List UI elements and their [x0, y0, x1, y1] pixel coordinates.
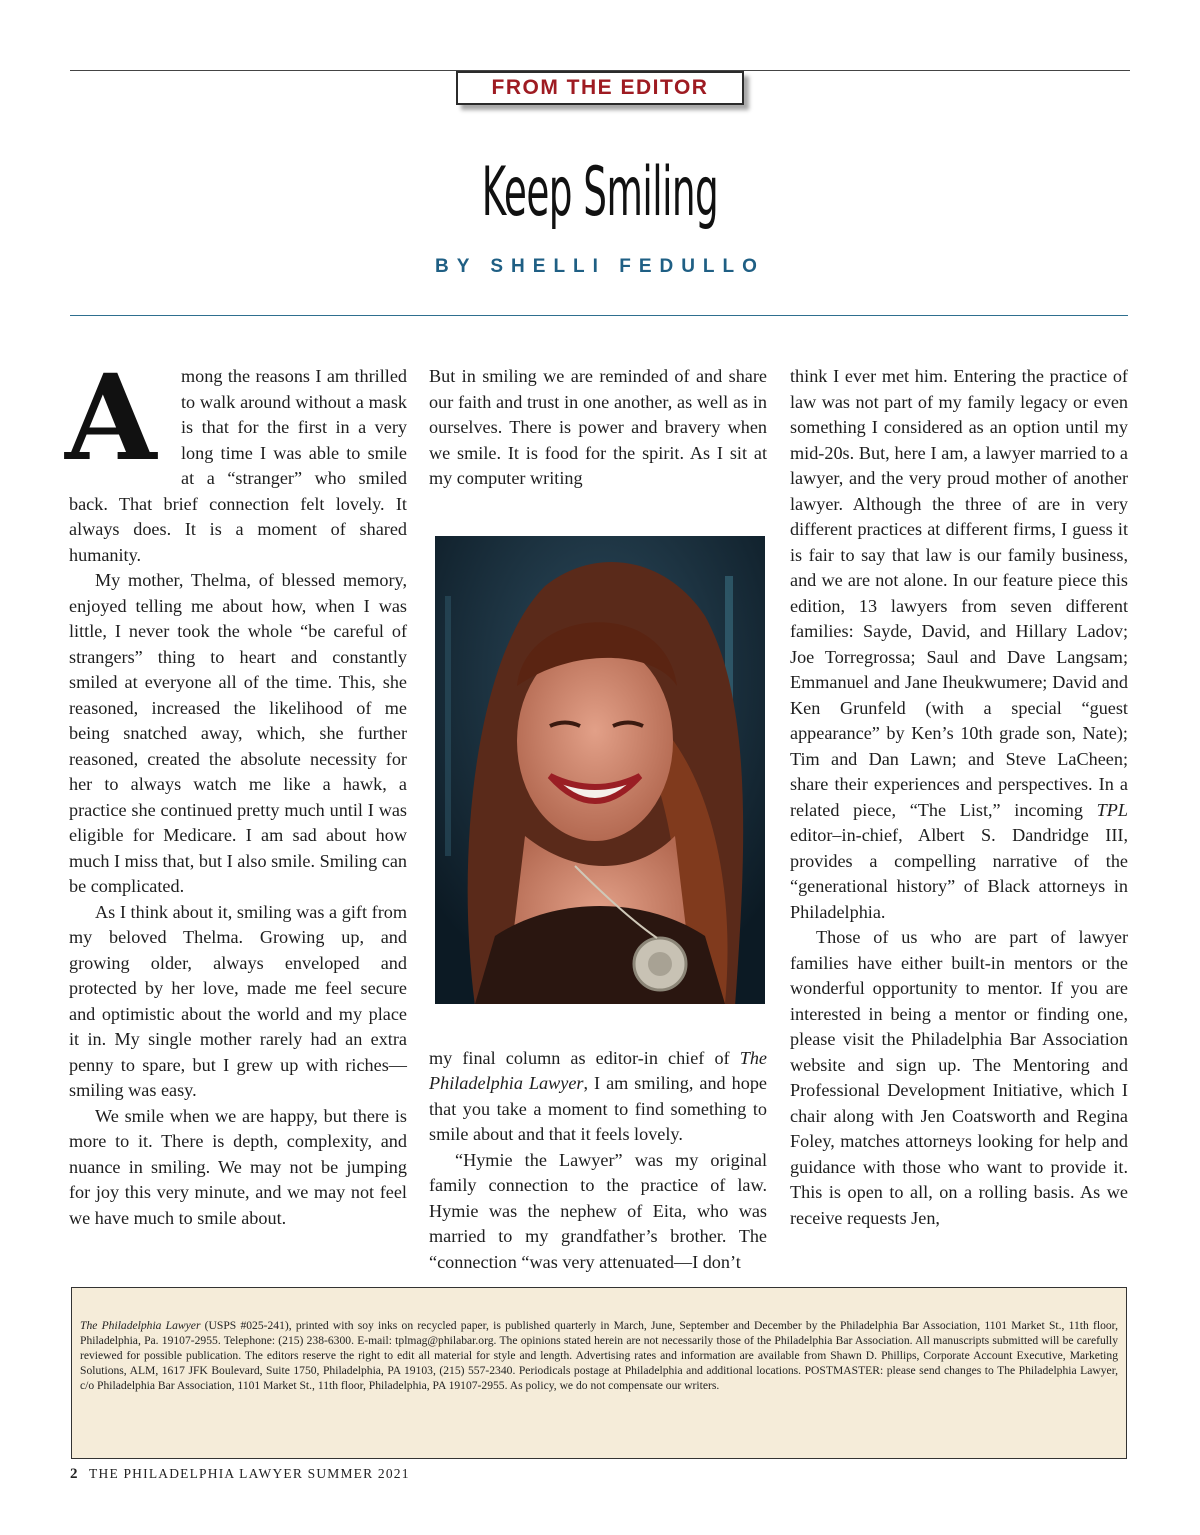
drop-cap: A	[65, 348, 157, 487]
text-run: my final column as editor-in chief of	[429, 1047, 740, 1068]
author-photo	[435, 536, 765, 1004]
divider-rule	[70, 315, 1128, 316]
page-number: 2	[70, 1466, 79, 1482]
page-folio	[70, 1466, 410, 1483]
paragraph: We smile when we are happy, but there is more to it. There is depth, complexity, and nuance in smiling. We may not be jumping for joy this very minute, and we may not feel we have much to smile about.	[69, 1105, 407, 1228]
text-run: think I ever met him. Entering the practice of law was not part of my family legacy or even something I considered as an option until my mid-20s. But, here I am, a lawyer married to a lawyer, and the very proud mother of another lawyer. Although the three of are in very different practices at different firms, I guess it is fair to say that law is our family business, and we are not alone. In our feature piece this edition, 13 lawyers from seven different families: Sayde, David, and Hillary Ladov; Joe Torregrossa; Saul and Dave Langsam; Emmanuel and Jane Iheukwumere; David and Ken Grunfeld (with a special “guest appearance” by Ken’s 10th grade son, Nate); Tim and Dan Lawn; and Steve LaCheen; share their experiences and perspectives. In a related piece, “The List,” incoming	[790, 366, 1128, 820]
paragraph: mong the reasons I am thrilled to walk around without a mask is that for the first in a very long time I was able to smile at a “stranger” who smiled back. That brief connection felt lovely. It always does. It is a moment of shared humanity.	[69, 366, 407, 565]
text-run: editor–in-chief, Albert S. Dandridge III, provides a compelling narrative of the “generational history” of Black attorneys in Philadelphia.	[790, 825, 1128, 922]
publication-abbrev: TPL	[1096, 799, 1128, 820]
paragraph: Those of us who are part of lawyer families have either built-in mentors or the wonderful opportunity to mentor. If you are interested in being a mentor or finding one, please visit the Philadelphia Bar Association website and sign up. The Mentoring and Professional Development Initiative, which I chair along with Jen Coatsworth and Regina Foley, matches attorneys looking for help and guidance with those who want to provide it. This is open to all, on a rolling basis. As we receive requests Jen,	[790, 927, 1128, 1228]
section-label: FROM THE EDITOR	[456, 71, 744, 105]
folio-text: THE PHILADELPHIA LAWYER SUMMER 2021	[89, 1466, 410, 1481]
paragraph	[790, 364, 1128, 925]
publication-info-text: (USPS #025-241), printed with soy inks on recycled paper, is published quarterly in March, June, September and December by the Philadelphia Bar Association, 1101 Market St., 11th floor, Philadelphia, Pa. 19107-2955. Telephone: (215) 238-6300. E-mail: tplmag@philabar.org. The opinions stated herein are not necessarily those of the Philadelphia Bar Association. All manuscripts submitted will be carefully reviewed for possible publication. The editors reserve the right to edit all material for style and length. Advertising rates and information are available from Shawn D. Phillips, Corporate Account Executive, Marketing Solutions, ALM, 1617 JFK Boulevard, Suite 1750, Philadelphia, PA 19103, (215) 557-2340. Periodicals postage at Philadelphia and additional locations. POSTMASTER: please send changes to The Philadelphia Lawyer, c/o Philadelphia Bar Association, 1101 Market St., 11th floor, Philadelphia, PA 19107-2955. As policy, we do not compensate our writers.	[80, 1319, 1118, 1392]
paragraph: As I think about it, smiling was a gift from my beloved Thelma. Growing up, and growing older, always enveloped and protected by her love, made me feel secure and optimistic about the world and my place it in. My single mother rarely had an extra penny to spare, but I grew up with riches—smiling was easy.	[69, 901, 407, 1100]
publication-name: The Philadelphia Lawyer	[80, 1319, 201, 1332]
paragraph: My mother, Thelma, of blessed memory, enjoyed telling me about how, when I was little, I never took the whole “be careful of strangers” thing to heart and constantly smiled at everyone all of the time. This, she reasoned, increased the likelihood of me being snatched away, which, she further reasoned, created the absolute necessity for her to always watch me like a hawk, a practice she continued pretty much until I was eligible for Medicare. I am sad about how much I miss that, but I also smile. Smiling can be complicated.	[69, 570, 407, 896]
column-3	[790, 364, 1128, 1231]
portrait-image	[435, 536, 765, 1004]
publication-name: The Philadelphia Lawyer	[429, 1047, 767, 1093]
text-run: , I am smiling, and hope that you take a moment to find something to smile about and that it feels lovely.	[429, 1073, 767, 1144]
paragraph	[429, 1046, 767, 1148]
article-title: Keep Smiling	[481, 153, 719, 232]
column-1	[65, 348, 407, 1231]
paragraph: “Hymie the Lawyer” was my original family connection to the practice of law. Hymie was the nephew of Eita, who was married to my grandfather’s brother. The “connection “was very attenuated—I don’t	[429, 1149, 767, 1272]
paragraph: But in smiling we are reminded of and share our faith and trust in one another, as well as in ourselves. There is power and bravery when we smile. It is food for the spirit. As I sit at my computer writing	[429, 366, 767, 488]
publication-info-box	[71, 1287, 1127, 1459]
byline: BY SHELLI FEDULLO	[435, 256, 765, 277]
column-2	[429, 364, 767, 1275]
